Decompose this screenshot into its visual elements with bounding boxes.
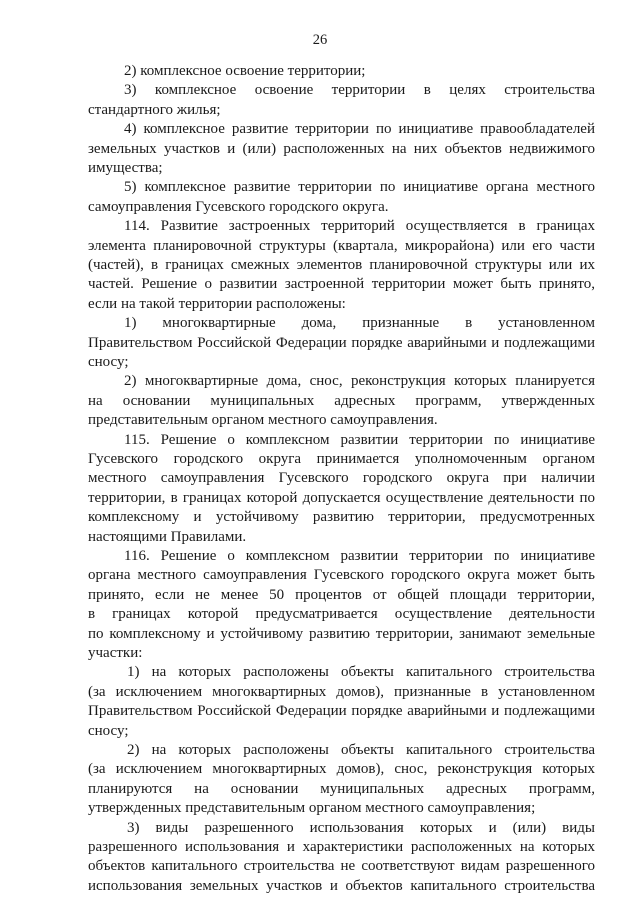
text-line: разрешенного использования и характеристики расположенных на которых	[88, 839, 595, 855]
text-line: органа местного самоуправления Гусевского городского округа может быть	[88, 567, 595, 584]
text-line: 1) на которых расположены объекты капитального строительства	[127, 664, 595, 681]
text-line: представительным органом местного самоуправления.	[88, 412, 438, 429]
text-line: Гусевского городского округа принимается уполномоченным органом	[88, 451, 595, 467]
text-line: 4) комплексное развитие территории по инициативе правообладателей	[124, 121, 595, 138]
text-line: 116. Решение о комплексном развитии территории по инициативе	[124, 548, 595, 564]
page-number: 26	[312, 32, 328, 48]
text-line: (частей), в границах смежных элементов планировочной структуры или их	[88, 257, 595, 273]
text-line: сносу;	[88, 354, 129, 370]
text-line: Правительством Российской Федерации порядке аварийными и подлежащими	[88, 703, 595, 720]
text-line: стандартного жилья;	[88, 101, 221, 118]
text-line: 5) комплексное развитие территории по инициативе органа местного	[124, 179, 595, 196]
text-line: 115. Решение о комплексном развитии территории по инициативе	[124, 431, 595, 448]
text-line: 2) многоквартирные дома, снос, реконструкция которых планируется	[124, 373, 595, 390]
text-line: утвержденных представительным органом местного самоуправления;	[88, 800, 536, 817]
text-line: местного самоуправления Гусевского городского округа при наличии	[88, 470, 595, 487]
text-line: (за исключением многоквартирных домов), снос, реконструкция которых	[88, 761, 595, 778]
text-line: объектов капитального строительства не соответствуют видам разрешенного	[88, 858, 595, 875]
text-line: настоящими Правилами.	[88, 528, 247, 545]
text-line: 2) комплексное освоение территории;	[124, 63, 366, 79]
text-line: самоуправления Гусевского городского округа.	[88, 198, 389, 215]
text-line: территории, в границах которой допускается осуществление деятельности по	[88, 489, 595, 506]
text-line: планируются на основании муниципальных адресных программ,	[88, 780, 595, 797]
text-line: если на такой территории расположены:	[88, 295, 346, 312]
text-line: 3) виды разрешенного использования которых и (или) виды	[127, 819, 595, 836]
text-line: частей. Решение о развитии застроенной территории может быть принято,	[88, 276, 595, 293]
text-line: по комплексному и устойчивому развитию территории, занимают земельные	[88, 625, 595, 642]
text-line: 114. Развитие застроенных территорий осуществляется в границах	[124, 218, 595, 235]
text-line: принято, если не менее 50 процентов от общей площади территории,	[88, 586, 595, 603]
text-line: сносу;	[88, 722, 129, 739]
text-line: элемента планировочной структуры (квартала, микрорайона) или его части	[88, 237, 595, 254]
text-line: (за исключением многоквартирных домов), признанные в установленном	[88, 683, 595, 700]
text-line: 1) многоквартирные дома, признанные в установленном	[124, 315, 595, 332]
text-line: Правительством Российской Федерации порядке аварийными и подлежащими	[88, 334, 595, 351]
text-line: 3) комплексное освоение территории в целях строительства	[124, 82, 595, 99]
text-line: участки:	[88, 645, 143, 661]
text-line: земельных участков и (или) расположенных на них объектов недвижимого	[88, 140, 595, 157]
text-line: комплексному и устойчивому развитию территории, предусмотренных	[88, 509, 595, 526]
text-line: 2) на которых расположены объекты капитального строительства	[127, 742, 595, 758]
text-line: на основании муниципальных адресных программ, утвержденных	[88, 392, 595, 409]
text-line: имущества;	[88, 160, 163, 176]
text-line: в границах которой предусматривается осуществление деятельности	[88, 606, 595, 623]
text-line: использования земельных участков и объектов капитального строительства	[88, 877, 595, 894]
